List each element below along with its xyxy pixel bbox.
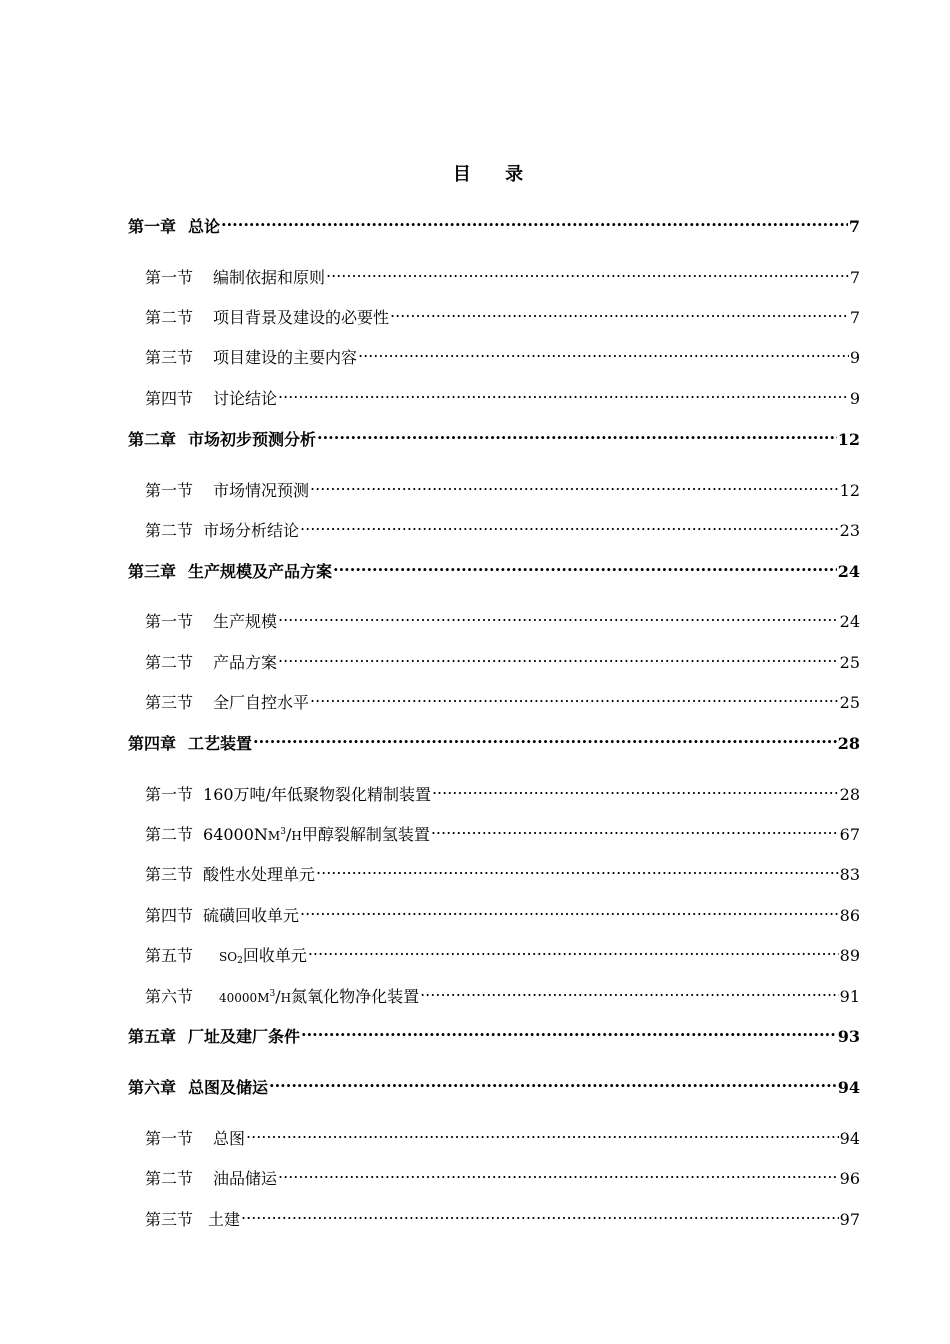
section-title: 生产规模 (213, 612, 278, 631)
section-number: 第一节 (145, 481, 194, 500)
section-number: 第二节 (145, 521, 194, 540)
page-number: 94 (837, 1078, 860, 1097)
toc-section-4-1[interactable] (145, 776, 860, 804)
page-number: 97 (839, 1210, 860, 1229)
chapter-number: 第六章 (128, 1078, 177, 1097)
toc-section-4-5[interactable] (145, 937, 860, 966)
page-number: 24 (837, 562, 860, 581)
dot-leader (278, 1160, 839, 1184)
section-title: 酸性水处理单元 (203, 865, 316, 884)
section-number: 第三节 (145, 865, 194, 884)
page-number: 28 (837, 734, 860, 753)
page-number: 67 (839, 825, 860, 844)
section-number: 第三节 (145, 1210, 194, 1229)
page-number: 9 (849, 348, 860, 367)
toc-section-4-6[interactable] (145, 978, 860, 1006)
section-number: 第二节 (145, 1169, 194, 1188)
toc-chapter-2[interactable] (128, 421, 860, 449)
toc-chapter-4[interactable] (128, 725, 860, 753)
chapter-title: 厂址及建厂条件 (188, 1027, 301, 1046)
dot-leader (432, 776, 839, 800)
section-number: 第一节 (145, 268, 194, 287)
section-number: 第四节 (145, 906, 194, 925)
section-title: 市场分析结论 (203, 521, 300, 540)
section-number: 第二节 (145, 308, 194, 327)
section-number: 第一节 (145, 1129, 194, 1148)
dot-leader (221, 208, 848, 232)
toc-section-6-1[interactable] (145, 1120, 860, 1148)
page-number: 89 (839, 946, 860, 965)
chapter-title: 总论 (188, 217, 221, 236)
dot-leader (300, 512, 839, 536)
toc-title: 目 录 (452, 164, 538, 185)
page-number: 7 (849, 308, 860, 327)
chapter-number: 第一章 (128, 217, 177, 236)
dot-leader (301, 1018, 837, 1042)
page-number: 25 (839, 653, 860, 672)
section-title: 土建 (208, 1210, 241, 1229)
section-number: 第一节 (145, 612, 194, 631)
section-title: 市场情况预测 (213, 481, 310, 500)
chapter-number: 第四章 (128, 734, 177, 753)
toc-section-3-1[interactable] (145, 603, 860, 631)
section-title: 160万吨/年低聚物裂化精制装置 (203, 785, 431, 804)
section-number: 第三节 (145, 693, 194, 712)
toc-chapter-5[interactable] (128, 1018, 860, 1046)
section-title: $SO_2$回收单元 (219, 946, 307, 966)
chapter-title: 工艺装置 (188, 734, 253, 753)
toc-chapter-3[interactable] (128, 553, 860, 581)
toc-chapter-6[interactable] (128, 1069, 860, 1097)
dot-leader (308, 937, 839, 961)
section-title: 产品方案 (213, 653, 278, 672)
page-number: 12 (839, 481, 860, 500)
dot-leader (310, 684, 839, 708)
section-title: 硫磺回收单元 (203, 906, 300, 925)
section-title: $40000M^3/H$氮氧化物净化装置 (219, 987, 420, 1006)
chapter-title: 生产规模及产品方案 (188, 562, 333, 581)
toc-chapter-1[interactable] (128, 208, 860, 236)
page-number: 25 (839, 693, 860, 712)
section-title: 项目背景及建设的必要性 (213, 308, 390, 327)
chapter-number: 第五章 (128, 1027, 177, 1046)
toc-section-1-4[interactable] (145, 380, 860, 408)
section-title: 编制依据和原则 (213, 268, 326, 287)
dot-leader (333, 553, 837, 577)
dot-leader (390, 299, 849, 323)
section-number: 第五节 (145, 946, 194, 965)
section-title: 全厂自控水平 (213, 693, 310, 712)
page-number: 28 (839, 785, 860, 804)
page-number: 91 (839, 987, 860, 1006)
section-number: 第二节 (145, 825, 194, 844)
toc-section-2-1[interactable] (145, 472, 860, 500)
page-number: 94 (839, 1129, 860, 1148)
dot-leader (269, 1069, 837, 1093)
page-number: 7 (849, 268, 860, 287)
chapter-number: 第三章 (128, 562, 177, 581)
page-number: 9 (849, 389, 860, 408)
toc-section-1-1[interactable] (145, 259, 860, 287)
dot-leader (241, 1201, 839, 1225)
chapter-title: 总图及储运 (188, 1078, 269, 1097)
toc-section-6-2[interactable] (145, 1160, 860, 1188)
section-title: 项目建设的主要内容 (213, 348, 358, 367)
section-number: 第六节 (145, 987, 194, 1006)
section-number: 第四节 (145, 389, 194, 408)
toc-section-4-2[interactable] (145, 816, 860, 844)
dot-leader (358, 339, 849, 363)
toc-section-1-3[interactable] (145, 339, 860, 367)
chapter-title: 市场初步预测分析 (188, 430, 317, 449)
toc-section-3-2[interactable] (145, 644, 860, 672)
dot-leader (253, 725, 837, 749)
toc-section-4-4[interactable] (145, 897, 860, 925)
toc-section-4-3[interactable] (145, 856, 860, 884)
dot-leader (278, 644, 839, 668)
dot-leader (326, 259, 849, 283)
section-number: 第三节 (145, 348, 194, 367)
dot-leader (316, 856, 839, 880)
page-number: 86 (839, 906, 860, 925)
page-number: 23 (839, 521, 860, 540)
dot-leader (300, 897, 839, 921)
section-number: 第二节 (145, 653, 194, 672)
section-title: 讨论结论 (213, 389, 278, 408)
dot-leader (278, 380, 849, 404)
section-number: 第一节 (145, 785, 194, 804)
toc-section-2-2[interactable] (145, 512, 860, 540)
page-number: 24 (839, 612, 860, 631)
page-number: 96 (839, 1169, 860, 1188)
page-number: 93 (837, 1027, 860, 1046)
dot-leader (317, 421, 837, 445)
toc-section-3-3[interactable] (145, 684, 860, 712)
page-number: 12 (837, 430, 860, 449)
page-number: 7 (848, 217, 860, 236)
section-title: 总图 (213, 1129, 246, 1148)
toc-section-6-3[interactable] (145, 1201, 860, 1229)
dot-leader (431, 816, 839, 840)
dot-leader (246, 1120, 839, 1144)
chapter-number: 第二章 (128, 430, 177, 449)
section-title: $64000NM^3/H$甲醇裂解制氢装置 (203, 825, 430, 844)
page-number: 83 (839, 865, 860, 884)
dot-leader (310, 472, 839, 496)
section-title: 油品储运 (213, 1169, 278, 1188)
dot-leader (420, 978, 839, 1002)
toc-section-1-2[interactable] (145, 299, 860, 327)
dot-leader (278, 603, 839, 627)
